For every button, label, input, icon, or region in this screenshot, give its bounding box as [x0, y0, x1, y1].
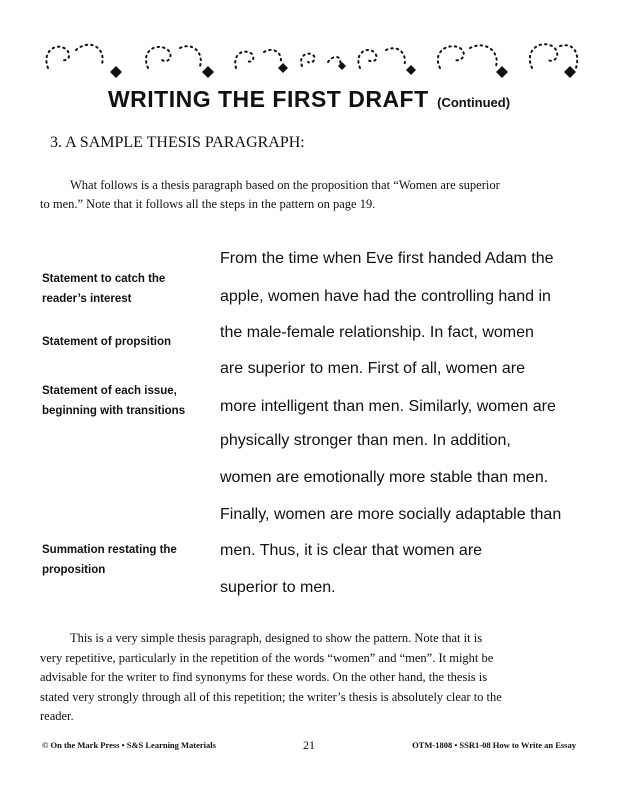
margin-label-proposition: [42, 332, 212, 352]
title-suffix: (Continued): [437, 95, 511, 110]
section-heading: 3. A SAMPLE THESIS PARAGRAPH:: [50, 134, 305, 151]
closing-line: advisable for the writer to find synonyms for these words. On the other hand, the thesis is: [40, 670, 488, 684]
closing-paragraph: [40, 629, 580, 727]
page-number: 21: [303, 738, 315, 752]
margin-label-line: beginning with transitions: [42, 405, 186, 417]
sample-paragraph-line: are superior to men. First of all, women are: [220, 360, 526, 377]
sample-paragraph-line: physically stronger than men. In addition,: [220, 432, 511, 449]
margin-label-line: Statement of each issue,: [42, 385, 177, 397]
margin-label-issues: [42, 381, 212, 421]
intro-line: What follows is a thesis paragraph based on the proposition that “Women are superior: [70, 178, 500, 192]
intro-line: to men.” Note that it follows all the steps in the pattern on page 19.: [40, 197, 376, 211]
title-main: WRITING THE FIRST DRAFT: [107, 86, 429, 112]
sample-paragraph-line: From the time when Eve first handed Adam the: [220, 250, 554, 267]
closing-line: reader.: [40, 709, 74, 723]
margin-label-line: Summation restating the: [42, 544, 177, 556]
sample-paragraph-line: men. Thus, it is clear that women are: [220, 542, 483, 559]
margin-label-line: Statement of propsition: [42, 336, 172, 348]
margin-label-summation: [42, 540, 212, 580]
margin-label-line: proposition: [42, 564, 106, 576]
margin-label-interest: [42, 269, 212, 309]
sample-paragraph-line: superior to men.: [220, 579, 336, 596]
closing-line: stated very strongly through all of this repetition; the writer’s thesis is absolutely clear to the: [40, 689, 502, 704]
closing-line: This is a very simple thesis paragraph, designed to show the pattern. Note that it is: [70, 631, 483, 645]
decorative-swirl-border: [40, 38, 580, 88]
sample-paragraph-line: more intelligent than men. Similarly, women are: [220, 398, 556, 415]
intro-paragraph: [40, 176, 580, 214]
sample-paragraph-line: women are emotionally more stable than men.: [220, 469, 549, 486]
closing-line: very repetitive, particularly in the repetition of the words “women” and “men”. It might be: [40, 650, 494, 665]
sample-paragraph-line: the male-female relationship. In fact, women: [220, 324, 534, 341]
page-title: [0, 86, 618, 113]
margin-label-line: Statement to catch the: [42, 273, 166, 285]
sample-paragraph-line: apple, women have had the controlling hand in: [220, 288, 551, 305]
footer-publisher: © On the Mark Press • S&S Learning Materials: [42, 740, 216, 750]
margin-label-line: reader’s interest: [42, 293, 132, 305]
footer-book-code: OTM-1808 • SSR1-08 How to Write an Essay: [412, 740, 576, 750]
sample-paragraph-line: Finally, women are more socially adaptable than: [220, 506, 562, 523]
